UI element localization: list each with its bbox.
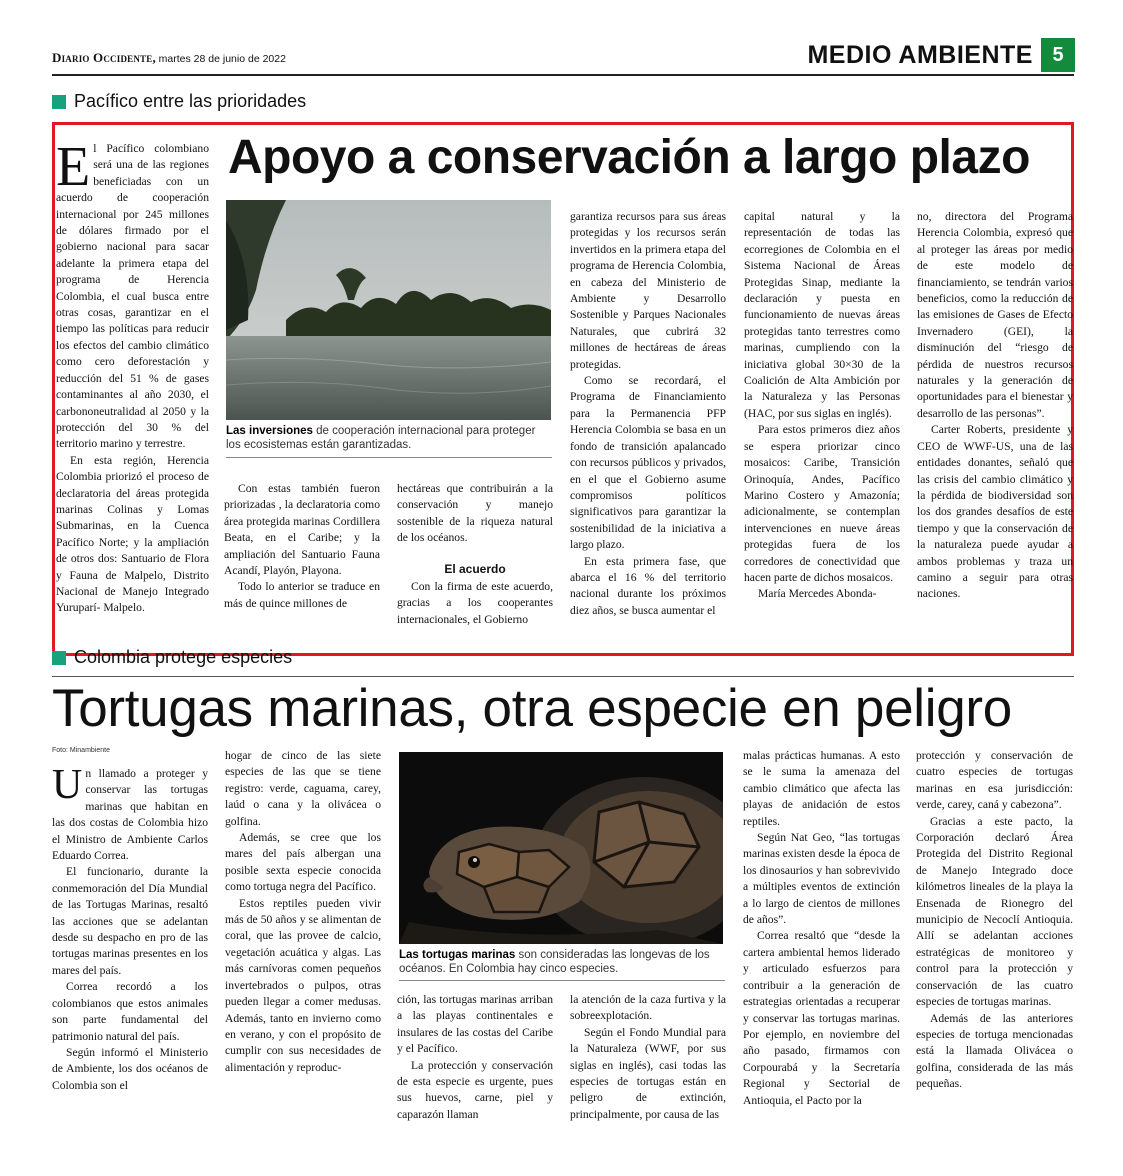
article1-paragraph: Con la firma de este acuerdo, gracias a los cooperantes internacionales, el Gobierno xyxy=(397,580,553,626)
article2-column-6 xyxy=(916,748,1073,1093)
article1-photo xyxy=(226,200,551,420)
article2-paragraph: Además, se cree que los mares del país albergan una posible sexta especie conocida como tortuga negra del Pacífico. xyxy=(225,831,381,894)
article2-photo xyxy=(399,752,723,944)
masthead-rule xyxy=(52,74,1074,76)
article2-paragraph: la atención de la caza furtiva y la sobreexplotación. xyxy=(570,993,726,1023)
article1-paragraph: Con estas también fueron priorizadas , la declaratoria como área protegida marinas Cordillera Beata, en el Caribe; y la ampliación del Santuario Fauna Acandí, Playón, Playona. xyxy=(224,482,380,578)
article2-headline: Tortugas marinas, otra especie en peligro xyxy=(52,679,1012,738)
article2-paragraph: Gracias a este pacto, la Corporación declaró Área Protegida del Distrito Regional de Manejo Integrado doce kilómetros lineales de la playa la Ensenada de Rionegro del municipio de Necoclí Antioquia. Allí se adelantan acciones estratégicas de monitoreo y control para la protección y conservación de las cuatro especies de tortugas marinas. xyxy=(916,814,1073,1009)
article2-column-5 xyxy=(743,748,900,1109)
article2-column-3 xyxy=(397,992,553,1123)
article1-dropcap: E xyxy=(56,136,91,198)
article1-column-5 xyxy=(744,209,900,603)
kicker-square-icon xyxy=(52,95,66,109)
caption-rule xyxy=(399,980,725,981)
article1-paragraph: no, directora del Programa Herencia Colombia, expresó que al proteger las áreas por medio de este modelo de financiamiento, se tendrán varios beneficios, como la reducción de las emisiones de Gases de Efecto Invernadero (GEI), la disminución del “riesgo de pérdida de nuestros recursos naturales y la generación de oportunidades para el bienestar y desarrollo de las personas”. xyxy=(917,210,1073,420)
article1-paragraph: hectáreas que contribuirán a la conservación y manejo sostenible de la riqueza natural de los océanos. xyxy=(397,482,553,545)
article1-paragraph: Todo lo anterior se traduce en más de quince millones de xyxy=(224,580,380,610)
article1-kicker-text: Pacífico entre las prioridades xyxy=(74,91,307,111)
article1-paragraph: El Pacífico colombiano será una de las regiones beneficiadas con un acuerdo de cooperación internacional por 245 millones de dólares firmado por el gobierno nacional para sacar adelante la primera etapa del programa de Herencia Colombia, el cual busca entre otras cosas, garantizar en el tiempo las políticas para reducir los efectos del cambio climático como cero deforestación y reducción del 51 % de gases contaminantes al año 2030, el carbononeutralidad al 2050 y la protección del 30 % del territorio marino y terrestre. xyxy=(56,136,209,451)
caption-rule xyxy=(226,457,552,458)
article1-column-6 xyxy=(917,209,1073,603)
article2-kicker-text: Colombia protege especies xyxy=(74,647,293,667)
article1-paragraph: En esta primera fase, que abarca el 16 % del territorio nacional durante los próximos diez años, se busca aumentar el xyxy=(570,554,726,617)
article2-paragraph: Estos reptiles pueden vivir más de 50 años y se alimentan de coral, que las provee de calcio, vegetación acuática y algas. Las más carnívoras comen pequeños invertebrados o pulpos, otras pueden llegar a comer medusas. Además, tanto en invierno como en verano, y con el propósito de cumplir con sus necesidades de alimentación y reproduc- xyxy=(225,896,381,1074)
article1-paragraph: Para estos primeros diez años se espera priorizar cinco mosaicos: Caribe, Transición Orinoquía, Andes, Pacífico Marino Costero y Amazonía; adicionalmente, se contemplan intervenciones en nueve áreas protegidas fuera de los corredores de conectividad que hacen parte de dichos mosaicos. xyxy=(744,423,900,584)
article1-column-4 xyxy=(570,209,726,619)
river-landscape-image xyxy=(226,200,551,420)
article1-photo-caption: Las inversiones de cooperación internacional para proteger los ecosistemas están garantizadas. xyxy=(226,425,536,451)
article2-paragraph: Correa recordó a los colombianos que estos animales son parte fundamental del patrimonio natural del país. xyxy=(52,980,208,1043)
article1-subhead: El acuerdo xyxy=(444,561,506,576)
page-number: 5 xyxy=(1041,38,1075,72)
newspaper-name: Diario Occidente, xyxy=(52,50,156,65)
article1-paragraph: María Mercedes Abonda- xyxy=(758,587,877,601)
photo-credit: Foto: Minambiente xyxy=(52,747,110,754)
article2-rule xyxy=(52,676,1074,677)
section-header xyxy=(807,38,1075,72)
article2-paragraph: hogar de cinco de las siete especies de las que se tiene registro: verde, caguama, carey, laúd o cana y la olivácea o golfina. xyxy=(225,749,381,828)
article1-paragraph: En esta región, Herencia Colombia priorizó el proceso de declaratoria del áreas protegida marinas Colinas y Lomas Submarinas, en la Cuenca Pacífico Norte; y la ampliación de otros dos: Santuario de Flora y Fauna de Malpelo, Distrito Nacional de Manejo Integrado Yuruparí- Malpelo. xyxy=(56,453,209,615)
article2-paragraph: El funcionario, durante la conmemoración del Día Mundial de las Tortugas Marinas, resaltó las acciones que se adelantan desde su despacho en pro de las tortugas marinas presentes en los mares del país. xyxy=(52,865,208,977)
article2-paragraph: La protección y conservación de esta especie es urgente, pues sus huevos, carne, piel y caparazón llaman xyxy=(397,1058,553,1121)
article1-kicker xyxy=(52,91,306,112)
article1-paragraph: Carter Roberts, presidente y CEO de WWF-US, una de las entidades donantes, señaló que las crisis del cambio climático y la pérdida de biodiversidad son los dos grandes desafíos de este tiempo y que la conservación de la naturaleza puede ayudar a ambos problemas y traza un camino a seguir para otras naciones. xyxy=(917,423,1073,601)
article2-column-2 xyxy=(225,748,381,1076)
article2-column-4 xyxy=(570,992,726,1123)
kicker-square-icon xyxy=(52,651,66,665)
issue-date: martes 28 de junio de 2022 xyxy=(158,53,286,65)
article1-column-1 xyxy=(56,136,209,617)
article2-paragraph: Un llamado a proteger y conservar las tortugas marinas que habitan en las dos costas de Colombia hizo el Ministro de Ambiente Carlos Eduardo Correa. xyxy=(52,762,208,863)
article1-column-2 xyxy=(224,481,380,612)
article1-column-3 xyxy=(397,481,553,628)
article2-paragraph: ción, las tortugas marinas arriban a las playas continentales e insulares de las costas del Caribe y el Pacífico. xyxy=(397,993,553,1056)
article1-headline: Apoyo a conservación a largo plazo xyxy=(228,131,1030,184)
article2-photo-caption: Las tortugas marinas son consideradas las longevas de los océanos. En Colombia hay cinco especies. xyxy=(399,949,710,975)
article1-paragraph: capital natural y la representación de todas las ecorregiones de Colombia en el Sistema Nacional de Áreas Protegidas Sinap, mediante la declaración y puesta en funcionamiento de nuevas áreas protegidas tanto terrestres como marinas, cumpliendo con la iniciativa global 30×30 de la Coalición de Alta Ambición por la Naturaleza y las Personas (HAC, por sus siglas en inglés). xyxy=(744,210,900,420)
article1-paragraph: Como se recordará, el Programa de Financiamiento para la Permanencia PFP Herencia Colombia se basa en un fondo de transición apalancado con recursos públicos y privados, en el que el Gobierno asume compromisos políticos significativos para garantizar la sostenibilidad de la iniciativa a largo plazo. xyxy=(570,374,726,552)
sea-turtle-image xyxy=(399,752,723,944)
article2-kicker xyxy=(52,647,292,668)
article2-paragraph: Además de las anteriores especies de tortuga mencionadas está la llamada Olivácea o golfina, considerada de las más pequeñas. xyxy=(916,1011,1073,1091)
article2-paragraph: Según el Fondo Mundial para la Naturaleza (WWF, por sus siglas en inglés), casi todas las especies de tortugas están en peligro de extinción, principalmente, por causa de las xyxy=(570,1025,726,1121)
article2-paragraph: Según informó el Ministerio de Ambiente, los dos océanos de Colombia son el xyxy=(52,1045,208,1092)
article1-paragraph: garantiza recursos para sus áreas protegidas y los recursos serán invertidos en la primera etapa del programa de Herencia Colombia, en cabeza del Ministerio de Ambiente y Desarrollo Sostenible y Parques Nacionales Naturales, que cubrirá 32 millones de hectáreas de áreas protegidas. xyxy=(570,210,726,371)
article2-paragraph: Correa resaltó que “desde la cartera ambiental hemos liderado y articulado esfuerzos para contribuir a la generación de estrategias orientadas a recuperar y conservar las tortugas marinas. Por ejemplo, en noviembre del año pasado, firmamos con Corpourabá y la Secretaría Regional y Sectorial de Antioquia, el Pacto por la xyxy=(743,929,900,1107)
article2-paragraph: Según Nat Geo, “las tortugas marinas existen desde la época de los dinosaurios y han sobrevivido a múltiples eventos de extinción a lo largo de cientos de millones de años”. xyxy=(743,831,900,927)
article2-paragraph: malas prácticas humanas. A esto se le suma la amenaza del cambio climático que afecta las playas de anidación de estos reptiles. xyxy=(743,749,900,828)
article2-dropcap: U xyxy=(52,762,83,808)
section-name: MEDIO AMBIENTE xyxy=(807,40,1033,69)
article2-paragraph: protección y conservación de cuatro especies de tortugas marinas en esa jurisdicción: verde, carey, caná y cabezona”. xyxy=(916,749,1073,812)
article2-column-1 xyxy=(52,762,208,1094)
